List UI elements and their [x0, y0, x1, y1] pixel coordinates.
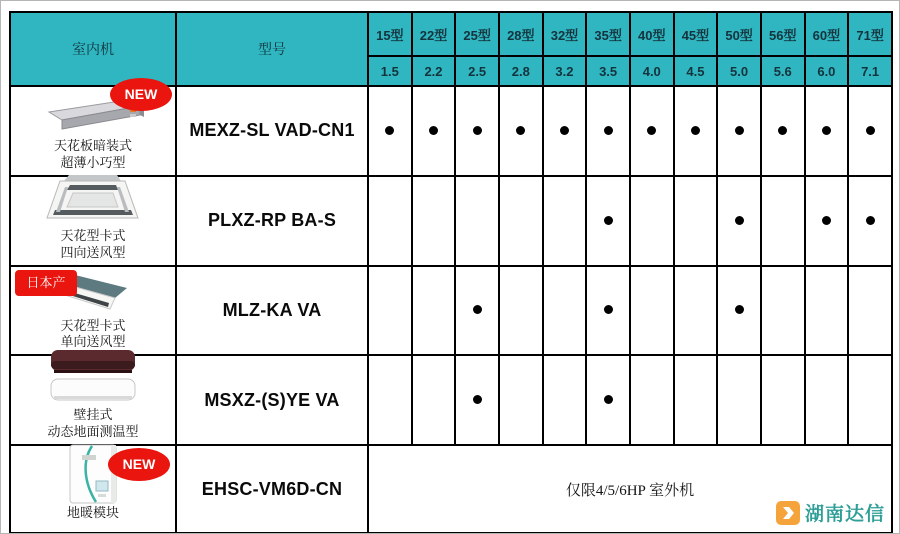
unit-caption-line: 壁挂式 [73, 407, 113, 423]
table-row [10, 266, 892, 356]
compatibility-dot [473, 395, 482, 404]
model-name: MSXZ-(S)YE VA [176, 355, 368, 445]
unit-caption [11, 407, 175, 441]
unit-caption-line: 动态地面测温型 [47, 424, 139, 440]
unit-cell [10, 355, 176, 445]
type-column-header: 60型 [805, 12, 849, 56]
compatibility-cell [412, 266, 456, 356]
capacity-column-header: 6.0 [805, 56, 849, 86]
compatibility-cell [805, 355, 849, 445]
table-header [10, 12, 892, 86]
unit-image [11, 357, 175, 407]
compatibility-cell [848, 86, 892, 176]
unit-caption-line: 天花型卡式 [60, 227, 126, 243]
compatibility-cell [761, 86, 805, 176]
compatibility-dot [473, 126, 482, 135]
compatibility-dot [604, 305, 613, 314]
table-row [10, 176, 892, 266]
logo-chevron-arrow-icon [776, 501, 800, 525]
compatibility-cell [412, 176, 456, 266]
compatibility-dot [473, 305, 482, 314]
compatibility-cell [674, 86, 718, 176]
compatibility-cell [586, 86, 630, 176]
compatibility-dot [604, 126, 613, 135]
compatibility-dot [604, 216, 613, 225]
header-model: 型号 [176, 12, 368, 86]
capacity-column-header: 2.8 [499, 56, 543, 86]
type-column-header: 22型 [412, 12, 456, 56]
unit-caption-line: 天花型卡式 [60, 317, 126, 333]
table-row [10, 355, 892, 445]
unit-caption [11, 318, 175, 352]
compatibility-cell [368, 266, 412, 356]
wall-mounted-units-icon [37, 347, 149, 407]
logo-text: 湖南达信 [804, 504, 885, 525]
compatibility-cell [368, 86, 412, 176]
unit-caption-line: 天花板暗装式 [53, 138, 132, 153]
compatibility-dot [604, 395, 613, 404]
model-name: PLXZ-RP BA-S [176, 176, 368, 266]
table-body [10, 86, 892, 533]
type-column-header: 71型 [848, 12, 892, 56]
type-column-header: 32型 [543, 12, 587, 56]
type-column-header: 45型 [674, 12, 718, 56]
compatibility-cell [543, 176, 587, 266]
unit-cell [10, 86, 176, 176]
compatibility-dot [778, 126, 787, 135]
capacity-column-header: 5.6 [761, 56, 805, 86]
capacity-column-header: 3.2 [543, 56, 587, 86]
type-column-header: 40型 [630, 12, 674, 56]
compatibility-cell [586, 355, 630, 445]
compatibility-cell [630, 176, 674, 266]
compatibility-dot [822, 126, 831, 135]
compatibility-cell [543, 355, 587, 445]
compatibility-cell [674, 176, 718, 266]
compatibility-dot [429, 126, 438, 135]
compatibility-cell [674, 355, 718, 445]
type-column-header: 25型 [455, 12, 499, 56]
unit-cell [10, 445, 176, 533]
compatibility-cell [586, 266, 630, 356]
model-name: MLZ-KA VA [176, 266, 368, 356]
capacity-column-header: 5.0 [717, 56, 761, 86]
compatibility-cell [761, 266, 805, 356]
compatibility-cell [499, 266, 543, 356]
unit-caption-line: 单向送风型 [60, 334, 126, 350]
compatibility-cell [761, 176, 805, 266]
type-column-header: 35型 [586, 12, 630, 56]
compatibility-cell [455, 266, 499, 356]
compatibility-cell [717, 266, 761, 356]
compatibility-cell [586, 176, 630, 266]
compatibility-dot [560, 126, 569, 135]
table-row [10, 86, 892, 176]
type-column-header: 50型 [717, 12, 761, 56]
compatibility-cell [805, 266, 849, 356]
type-column-header: 28型 [499, 12, 543, 56]
compatibility-cell [543, 266, 587, 356]
japan-made-badge: 日本产 [15, 270, 77, 296]
compatibility-dot [647, 126, 656, 135]
new-badge: NEW [110, 78, 172, 111]
compatibility-cell [412, 355, 456, 445]
unit-caption-line: 地暖模块 [66, 504, 119, 520]
compatibility-dot [822, 216, 831, 225]
compatibility-cell [499, 86, 543, 176]
model-name: EHSC-VM6D-CN [176, 445, 368, 533]
compatibility-cell [848, 266, 892, 356]
compatibility-cell [848, 355, 892, 445]
compatibility-dot [735, 216, 744, 225]
compatibility-cell [368, 355, 412, 445]
compatibility-cell [455, 176, 499, 266]
compatibility-cell [848, 176, 892, 266]
unit-caption [11, 228, 175, 262]
capacity-column-header: 2.5 [455, 56, 499, 86]
compatibility-cell [805, 86, 849, 176]
compatibility-cell [455, 355, 499, 445]
compatibility-cell [499, 355, 543, 445]
capacity-column-header: 1.5 [368, 56, 412, 86]
unit-image [11, 178, 175, 228]
unit-caption [11, 138, 175, 172]
compatibility-cell [630, 86, 674, 176]
unit-caption-line: 四向送风型 [60, 244, 126, 260]
compatibility-cell [499, 176, 543, 266]
four-way-cassette-unit-icon [37, 172, 149, 228]
compatibility-cell [674, 266, 718, 356]
restriction-note-cell: 仅限4/5/6HP 室外机 [368, 445, 892, 533]
unit-caption [11, 505, 175, 522]
type-column-header: 15型 [368, 12, 412, 56]
compatibility-dot [691, 126, 700, 135]
compatibility-cell [717, 86, 761, 176]
unit-cell [10, 266, 176, 356]
compatibility-cell [368, 176, 412, 266]
compatibility-cell [543, 86, 587, 176]
type-column-header: 56型 [761, 12, 805, 56]
compatibility-dot [866, 126, 875, 135]
model-name: MEXZ-SL VAD-CN1 [176, 86, 368, 176]
compatibility-cell [805, 176, 849, 266]
compatibility-dot [385, 126, 394, 135]
compatibility-cell [455, 86, 499, 176]
compatibility-cell [630, 266, 674, 356]
table-row [10, 445, 892, 533]
compatibility-dot [866, 216, 875, 225]
compatibility-dot [516, 126, 525, 135]
header-indoor-unit: 室内机 [10, 12, 176, 86]
compatibility-cell [717, 355, 761, 445]
compatibility-dot [735, 126, 744, 135]
company-logo [776, 499, 885, 526]
unit-cell [10, 176, 176, 266]
compatibility-cell [761, 355, 805, 445]
capacity-column-header: 4.0 [630, 56, 674, 86]
unit-caption-line: 超薄小巧型 [60, 154, 126, 170]
capacity-column-header: 3.5 [586, 56, 630, 86]
compatibility-table [9, 11, 893, 534]
compatibility-dot [735, 305, 744, 314]
new-badge: NEW [108, 448, 170, 481]
capacity-column-header: 4.5 [674, 56, 718, 86]
capacity-column-header: 2.2 [412, 56, 456, 86]
compatibility-cell [412, 86, 456, 176]
header-row-types [10, 12, 892, 56]
compatibility-cell [717, 176, 761, 266]
compatibility-cell [630, 355, 674, 445]
capacity-column-header: 7.1 [848, 56, 892, 86]
